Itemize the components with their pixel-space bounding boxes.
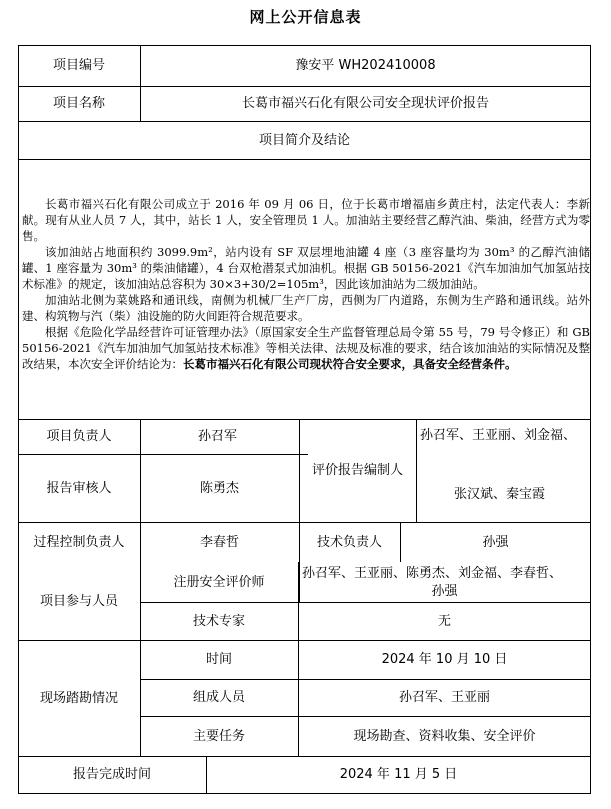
leader-value: 孙召军 [198,429,238,444]
summary-header: 项目简介及结论 [258,132,350,148]
site-members-value: 孙召军、王亚丽 [398,690,490,705]
summary-text [22,196,590,372]
project-no-value: 豫安平 WH202410008 [295,58,436,73]
site-time-label: 时间 [205,652,232,667]
process-label: 过程控制负责人 [33,534,125,550]
project-name-value: 长葛市福兴石化有限公司安全现状评价报告 [241,96,489,111]
project-no-label: 项目编号 [52,58,105,73]
summary-paragraph-4-text: 根据《危险化学品经营许可证管理办法》（原国家安全生产监督管理总局令第 55 号，79 号令修正）和 GB 50156-2021《汽车加油加气加氢站技术标准》等相关法律、法规及标准的要求，结合该加油站的实际情况及整改结果，本次安全评价结论为： [22,325,590,371]
compilers-line-2: 张汉斌、秦宝霞 [454,486,546,502]
tech-value: 孙强 [482,534,509,550]
summary-paragraph-3: 加油站北侧为菜姚路和通讯线，南侧为机械厂生产厂房，西侧为厂内道路，东侧为生产路和通讯线。站外建、构筑物与汽（柴）油设施的防火间距符合规范要求。 [22,293,590,323]
site-members-label: 组成人员 [192,690,245,705]
leader-label: 项目负责人 [46,429,112,444]
experts-value: 无 [437,613,451,629]
participants-label: 项目参与人员 [39,593,118,609]
summary-paragraph-1: 长葛市福兴石化有限公司成立于 2016 年 09 月 06 日，位于长葛市增福庙乡黄庄村，法定代表人：李新献。现有从业人员 7 人，其中，站长 1 人，安全管理员 1 人。加油站主要经营乙醇汽油、柴油，经营方式为零售。 [22,197,590,243]
table-border-bottom [18,793,591,794]
site-tasks-value: 现场勘查、资料收集、安全评价 [353,728,536,744]
completion-label: 报告完成时间 [72,767,151,782]
summary-paragraph-4 [22,324,590,372]
completion-value: 2024 年 11 月 5 日 [339,767,458,782]
assessors-label: 注册安全评价师 [173,574,265,590]
site-label: 现场踏勘情况 [39,690,118,706]
assessors-line-1: 孙召军、王亚丽、陈勇杰、刘金福、李春哲、 [302,565,563,581]
site-time-value: 2024 年 10 月 10 日 [381,652,508,667]
assessors-line-2: 孙强 [431,583,458,599]
experts-label: 技术专家 [192,613,245,629]
process-value: 李春哲 [199,534,239,550]
site-tasks-label: 主要任务 [192,728,245,744]
row-divider [18,159,591,160]
compilers-line-1: 孙召军、王亚丽、刘金福、 [420,427,577,443]
page-title: 网上公开信息表 [249,8,362,26]
reviewer-label: 报告审核人 [46,480,112,496]
summary-conclusion: 长葛市福兴石化有限公司现状符合安全要求，具备安全经营条件。 [183,357,517,371]
reviewer-value: 陈勇杰 [199,480,239,496]
compilers-label: 评价报告编制人 [311,463,403,478]
tech-label: 技术负责人 [316,534,382,550]
summary-paragraph-2: 该加油站占地面积约 3099.9m²，站内设有 SF 双层埋地油罐 4 座（3 座容量均为 30m³ 的乙醇汽油储罐、1 座容量为 30m³ 的柴油储罐），4 台双枪潜泵式加油机。根据 GB 50156-2021《汽车加油加气加氢站技术标准》的规定，该加油站总容积为 30×3+30/2=105m³，因此该加油站为二级加油站。 [22,245,590,291]
project-name-label: 项目名称 [52,96,105,111]
